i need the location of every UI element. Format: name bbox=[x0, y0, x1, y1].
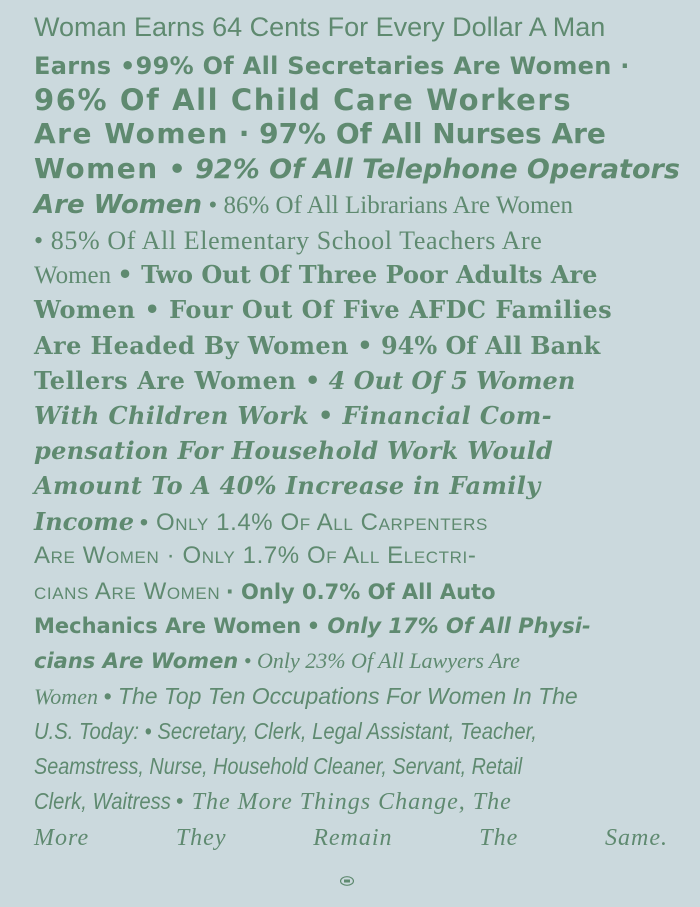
text-segment: Seamstress, Nurse, Household Cleaner, Servant, Retail bbox=[34, 753, 523, 779]
text-segment: • 86% Of All Librarians Are Women bbox=[208, 192, 574, 219]
text-segment: • 92% Of All Telephone Operators bbox=[168, 154, 680, 185]
text-segment: 96% Of All Child Care Workers bbox=[34, 83, 573, 117]
poster-line-13 bbox=[34, 436, 674, 465]
text-segment: cians Are Women bbox=[34, 578, 221, 605]
text-segment: • The More Things Change, The bbox=[175, 789, 512, 815]
poster-line-7 bbox=[34, 228, 674, 254]
text-segment: Amount To A 40% Increase in Family bbox=[34, 471, 541, 500]
union-bug-icon bbox=[340, 876, 354, 886]
poster-line-8 bbox=[34, 260, 674, 289]
text-segment: • Only 23% Of All Lawyers Are bbox=[243, 648, 520, 673]
poster-line-14 bbox=[34, 471, 674, 500]
text-segment: Women bbox=[34, 684, 98, 709]
poster-line-23 bbox=[34, 790, 674, 814]
text-segment: • 85% Of All Elementary School Teachers Are bbox=[34, 226, 543, 255]
poster-line-17 bbox=[34, 580, 674, 604]
poster-line-18 bbox=[34, 615, 674, 637]
poster-line-22 bbox=[34, 755, 584, 778]
poster-line-2 bbox=[34, 54, 674, 78]
text-segment: Are Women bbox=[34, 190, 202, 220]
poster-line-5 bbox=[34, 152, 680, 185]
text-segment: cians Are Women bbox=[34, 649, 239, 673]
text-segment: Woman Earns 64 Cents For Every Dollar A Man bbox=[34, 12, 606, 42]
text-segment: Are Women bbox=[34, 117, 229, 150]
text-segment: With Children Work • Financial Com- bbox=[34, 401, 552, 430]
poster-line-24 bbox=[34, 826, 668, 850]
text-segment: · Only 0.7% Of All Auto bbox=[225, 580, 496, 604]
text-segment: • Only 1.4% Of All Carpenters bbox=[139, 509, 488, 536]
text-segment: Are Women · Only 1.7% Of All Electri- bbox=[34, 542, 477, 569]
text-segment: pensation For Household Work Would bbox=[34, 436, 554, 465]
text-segment: Same. bbox=[605, 825, 668, 851]
poster-line-4 bbox=[34, 117, 674, 150]
text-segment: Remain bbox=[313, 825, 393, 851]
text-segment: • The Top Ten Occupations For Women In The bbox=[103, 683, 578, 709]
text-segment: • Only 17% Of All Physi- bbox=[306, 614, 591, 638]
text-segment: U.S. Today: • Secretary, Clerk, Legal Assistant, Teacher, bbox=[34, 718, 537, 744]
poster-line-19 bbox=[34, 650, 674, 672]
text-segment: Women bbox=[34, 262, 112, 289]
poster-line-10 bbox=[34, 331, 674, 360]
poster-line-20 bbox=[34, 685, 674, 708]
text-segment: Are Headed By Women bbox=[34, 331, 349, 360]
text-segment: Income bbox=[34, 507, 134, 536]
text-segment: Women bbox=[34, 152, 159, 185]
poster-line-6 bbox=[34, 192, 674, 218]
poster-line-16 bbox=[34, 544, 674, 568]
text-segment: Clerk, Waitress bbox=[34, 788, 171, 814]
text-segment: They bbox=[175, 825, 227, 851]
text-segment: Earns •99% Of All Secretaries Are Women · bbox=[34, 52, 630, 80]
poster-line-9 bbox=[34, 295, 674, 324]
poster-line-12 bbox=[34, 401, 674, 430]
text-segment: Tellers Are Women bbox=[34, 366, 297, 395]
text-segment: • 94% Of All Bank bbox=[357, 331, 601, 360]
text-segment: • Two Out Of Three Poor Adults Are bbox=[117, 260, 598, 289]
text-segment: • 4 Out Of 5 Women bbox=[304, 366, 576, 395]
text-segment: Women • Four Out Of Five AFDC Families bbox=[34, 295, 613, 324]
poster-line-3 bbox=[34, 83, 674, 117]
poster-line-21 bbox=[34, 720, 597, 743]
poster-line-15 bbox=[34, 507, 674, 536]
poster-line-1 bbox=[34, 14, 674, 41]
text-segment: The bbox=[479, 825, 519, 851]
poster-line-11 bbox=[34, 366, 674, 395]
text-segment: Mechanics Are Women bbox=[34, 614, 302, 638]
text-segment: More bbox=[34, 825, 90, 851]
text-segment: · 97% Of All Nurses Are bbox=[238, 117, 606, 150]
